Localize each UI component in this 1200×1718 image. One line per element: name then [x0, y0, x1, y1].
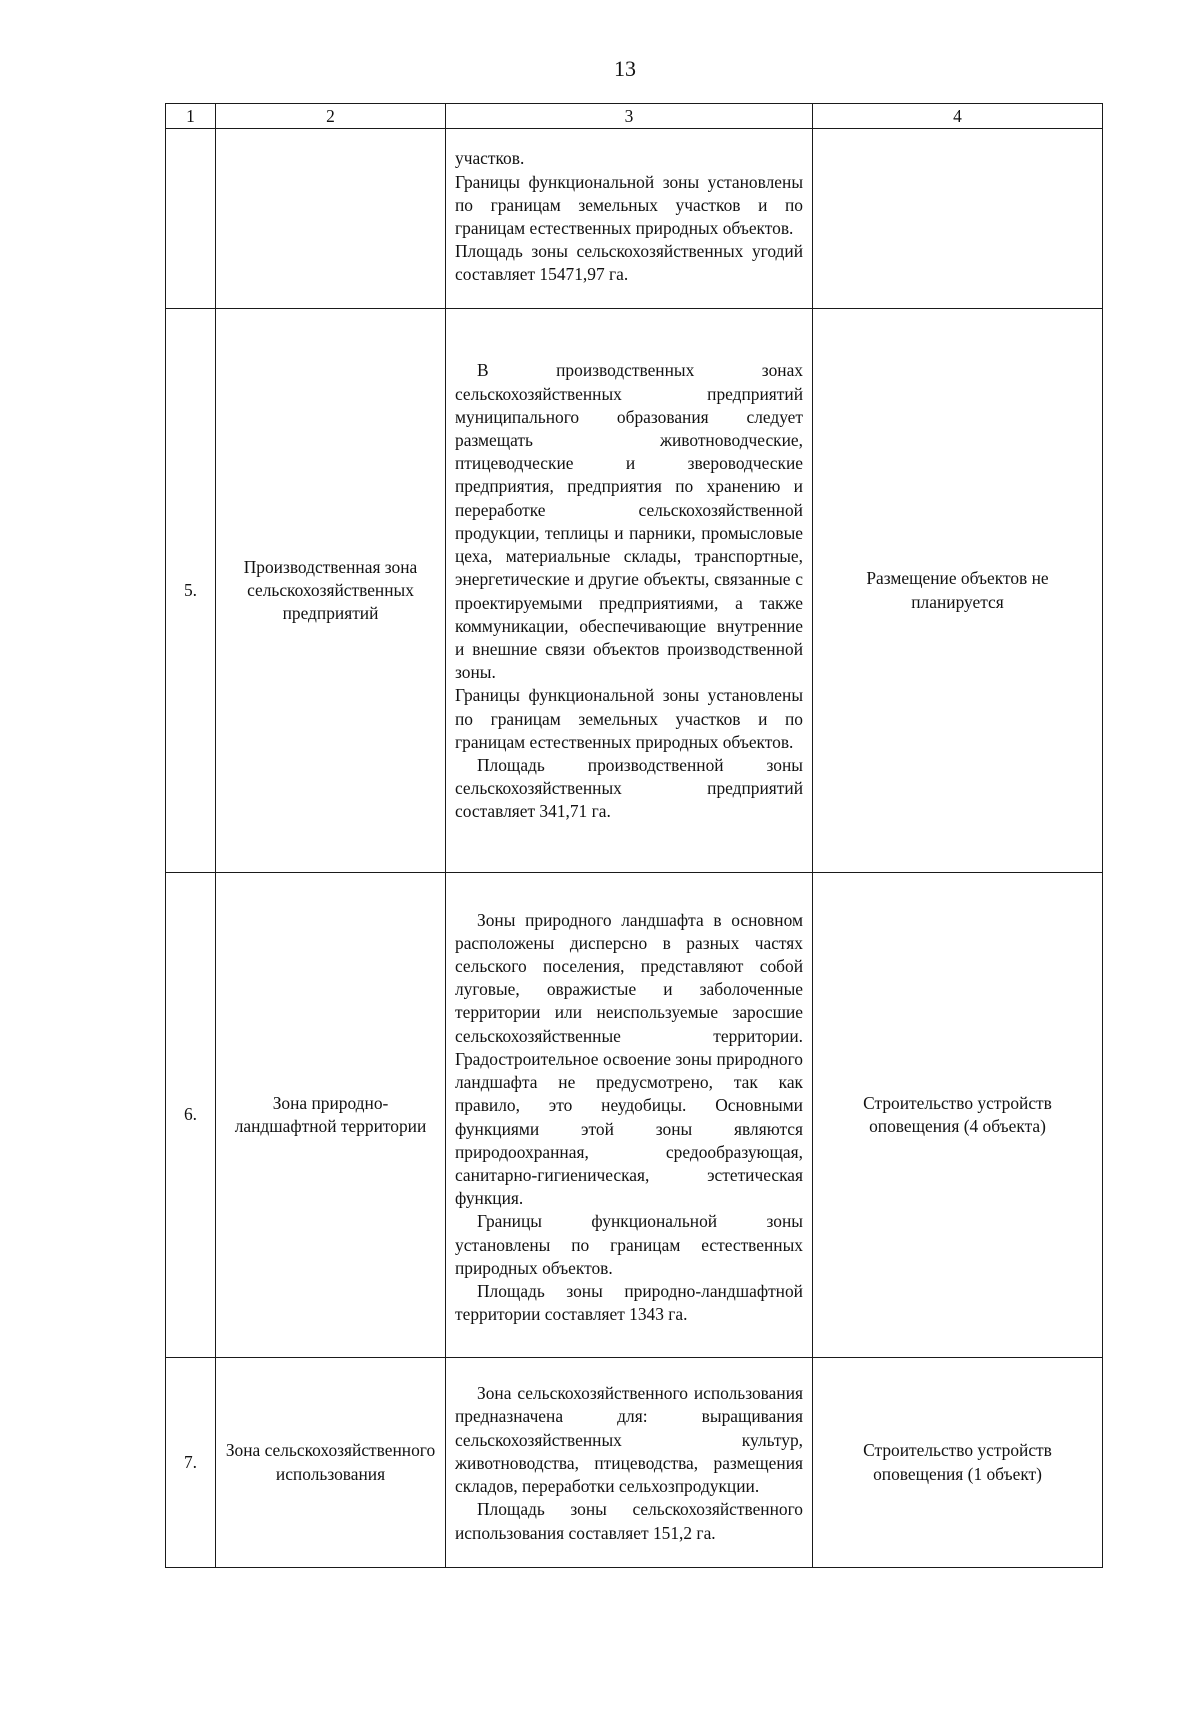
zone-description	[446, 309, 813, 873]
table-row-6	[166, 873, 1103, 1358]
zone-name: Зона природно-ландшафтной территории	[216, 873, 446, 1358]
header-col-2: 2	[216, 104, 446, 129]
header-col-3: 3	[446, 104, 813, 129]
header-row	[166, 104, 1103, 129]
header-col-4: 4	[813, 104, 1103, 129]
zone-name	[216, 129, 446, 309]
planned-objects	[813, 129, 1103, 309]
table-row-continuation	[166, 129, 1103, 309]
header-col-1: 1	[166, 104, 216, 129]
row-number: 6.	[166, 873, 216, 1358]
zone-name: Зона сельскохозяйственного использования	[216, 1358, 446, 1568]
zone-description	[446, 1358, 813, 1568]
description-paragraph: Границы функциональной зоны установлены по границам земельных участков и по границам естественных природных объектов.	[455, 685, 803, 752]
description-paragraph: В производственных зонах сельскохозяйственных предприятий муниципального образования следует размещать животноводческие, птицеводческие и звероводческие предприятия, предприятия по хранению и переработке сельскохозяйственной продукции, теплицы и парники, промысловые цеха, материальные склады, транспортные, энергетические и другие объекты, связанные с проектируемыми предприятиями, а также коммуникации, обеспечивающие внутренние и внешние связи объектов производственной зоны.	[455, 360, 803, 683]
row-number	[166, 129, 216, 309]
description-paragraph: Зоны природного ландшафта в основном расположены дисперсно в разных частях сельского поселения, представляют собой луговые, овражистые и заболоченные территории или неиспользуемые заросшие сельскохозяйственные территории. Градостроительное освоение зоны природного ландшафта не предусмотрено, так как правило, это неудобицы. Основными функциями этой зоны являются природоохранная, средообразующая, санитарно-гигиеническая, эстетическая функция.	[455, 909, 803, 1209]
description-paragraph: Площадь зоны сельскохозяйственного использования составляет 151,2 га.	[455, 1499, 803, 1543]
description-paragraph: Границы функциональной зоны установлены по границам земельных участков и по границам естественных природных объектов.	[455, 171, 803, 238]
zone-description	[446, 873, 813, 1358]
row-number: 7.	[166, 1358, 216, 1568]
description-paragraph: Границы функциональной зоны установлены по границам естественных природных объектов.	[455, 1211, 803, 1278]
description-paragraph: Площадь зоны сельскохозяйственных угодий составляет 15471,97 га.	[455, 241, 803, 285]
description-paragraph: Площадь зоны природно-ландшафтной территории составляет 1343 га.	[455, 1280, 803, 1325]
planned-objects: Размещение объектов не планируется	[813, 309, 1103, 873]
description-paragraph: участков.	[455, 148, 525, 169]
planned-objects: Строительство устройств оповещения (4 объекта)	[813, 873, 1103, 1358]
zone-description	[446, 129, 813, 309]
zone-name: Производственная зона сельскохозяйственных предприятий	[216, 309, 446, 873]
planned-objects: Строительство устройств оповещения (1 объект)	[813, 1358, 1103, 1568]
table-row-7	[166, 1358, 1103, 1568]
row-number: 5.	[166, 309, 216, 873]
description-paragraph: Зона сельскохозяйственного использования предназначена для: выращивания сельскохозяйственных культур, животноводства, птицеводства, размещения складов, переработки сельхозпродукции.	[455, 1383, 803, 1497]
zones-table	[165, 103, 1103, 1568]
page-number: 13	[614, 56, 636, 81]
description-paragraph: Площадь производственной зоны сельскохозяйственных предприятий составляет 341,71 га.	[455, 754, 803, 822]
table-row-5	[166, 309, 1103, 873]
